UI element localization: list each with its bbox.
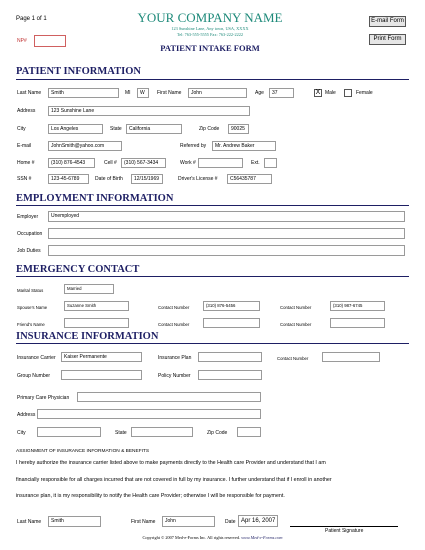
np-label: NP#: [17, 38, 27, 44]
ssn-field[interactable]: 123-45-6789: [48, 174, 89, 184]
policy-number-label: Policy Number: [158, 373, 191, 379]
sig-date-field[interactable]: Apr 16, 2007: [238, 515, 278, 527]
spouse-contact-label-2: Contact Number: [280, 305, 312, 310]
employment-section-rule: [16, 205, 409, 206]
last-name-label: Last Name: [17, 90, 42, 96]
plan-field[interactable]: [198, 352, 262, 362]
group-number-label: Group Number: [17, 373, 51, 379]
last-name-field[interactable]: Smith: [48, 88, 119, 98]
friend-contact-field-2[interactable]: [330, 318, 385, 328]
first-name-field[interactable]: John: [188, 88, 247, 98]
insurance-city-label: City: [17, 430, 26, 436]
license-label: Driver's License #: [178, 176, 218, 182]
cell-phone-field[interactable]: (310) 567-3434: [121, 158, 166, 168]
friend-contact-label-1: Contact Number: [158, 322, 190, 327]
male-checkbox[interactable]: X: [315, 89, 321, 96]
sig-last-name-label: Last Name: [17, 519, 42, 525]
state-field[interactable]: California: [126, 124, 182, 134]
ext-label: Ext.: [251, 160, 260, 166]
patient-section-rule: [16, 79, 409, 80]
assignment-line-1: I hereby authorize the insurance carrier listed above to make payments directly to the Health care Provider and understand that I am: [16, 460, 326, 466]
np-field[interactable]: [34, 35, 66, 47]
license-field[interactable]: C56435787: [227, 174, 272, 184]
company-address: 123 Sunshine Lane, Any town, USA, XXXX: [171, 26, 249, 31]
spouse-contact-field-2[interactable]: (310) 987-6745: [330, 301, 385, 311]
marital-status-field[interactable]: Married: [64, 284, 114, 294]
referred-field[interactable]: Mr. Andrew Baker: [212, 141, 276, 151]
job-duties-label: Job Duties: [17, 248, 41, 254]
address-field[interactable]: 123 Sunshine Lane: [48, 106, 250, 116]
patient-section-heading: PATIENT INFORMATION: [16, 66, 141, 77]
ssn-label: SSN #: [17, 176, 32, 182]
employer-label: Employer: [17, 214, 39, 220]
work-phone-label: Work #: [180, 160, 196, 166]
spouse-contact-label-1: Contact Number: [158, 305, 190, 310]
email-field[interactable]: JohnSmith@yahoo.com: [48, 141, 122, 151]
ext-field[interactable]: [264, 158, 277, 168]
occupation-label: Occupation: [17, 231, 43, 237]
state-label: State: [110, 126, 122, 132]
friend-contact-field-1[interactable]: [203, 318, 260, 328]
company-name: YOUR COMPANY NAME: [137, 10, 283, 25]
age-label: Age: [255, 90, 264, 96]
home-phone-label: Home #: [17, 160, 35, 166]
insurance-zip-label: Zip Code: [207, 430, 228, 436]
work-phone-field[interactable]: [198, 158, 243, 168]
mi-field[interactable]: W: [137, 88, 149, 98]
insurance-zip-field[interactable]: [237, 427, 261, 437]
female-checkbox[interactable]: [344, 89, 352, 97]
company-phone: Tel: 763-555-5555 Fax: 763-222-2222: [176, 32, 244, 37]
physician-label: Primary Care Physician: [17, 395, 70, 401]
insurance-address-label: Address: [17, 412, 36, 418]
referred-label: Referred by: [180, 143, 207, 149]
age-field[interactable]: 37: [269, 88, 294, 98]
plan-label: Insurance Plan: [158, 355, 192, 361]
form-title: PATIENT INTAKE FORM: [160, 43, 260, 53]
sig-first-name-label: First Name: [131, 519, 156, 525]
job-duties-field[interactable]: [48, 245, 405, 256]
group-number-field[interactable]: [61, 370, 142, 380]
friend-name-field[interactable]: [64, 318, 129, 328]
carrier-label: Insurance Carrier: [17, 355, 56, 361]
insurance-address-field[interactable]: [37, 409, 261, 419]
email-label: E-mail: [17, 143, 32, 149]
dob-label: Date of Birth: [95, 176, 123, 182]
assignment-line-2: financially responsible for all charges incurred that are not covered in full by my insurance. I further understand that if I enroll in another: [16, 477, 332, 483]
policy-number-field[interactable]: [198, 370, 262, 380]
insurance-state-field[interactable]: [131, 427, 193, 437]
address-label: Address: [17, 108, 36, 114]
emergency-section-heading: EMERGENCY CONTACT: [16, 264, 140, 275]
insurance-city-field[interactable]: [37, 427, 101, 437]
insurance-section-heading: INSURANCE INFORMATION: [16, 331, 159, 342]
spouse-contact-field-1[interactable]: (310) 876-5456: [203, 301, 260, 311]
dob-field[interactable]: 12/15/1969: [131, 174, 163, 184]
carrier-field[interactable]: Kaiser Permanente: [61, 352, 142, 362]
insurance-section-rule: [16, 343, 409, 344]
male-label: Male: [325, 90, 336, 96]
assignment-heading: ASSIGNMENT OF INSURANCE INFORMATION & BENEFITS: [16, 449, 150, 454]
female-label: Female: [356, 90, 373, 96]
emergency-section-rule: [16, 276, 409, 277]
zip-label: Zip Code: [199, 126, 220, 132]
insurance-contact-label: Contact Number: [277, 356, 309, 361]
footer-website[interactable]: www.Med-e-Forms.com: [241, 535, 283, 540]
physician-field[interactable]: [77, 392, 261, 402]
home-phone-field[interactable]: (310) 876-4543: [48, 158, 95, 168]
signature-line[interactable]: [290, 526, 398, 527]
sig-date-label: Date: [225, 519, 236, 525]
marital-status-label: Marital Status: [17, 288, 44, 293]
sig-last-name-field[interactable]: Smith: [48, 516, 101, 527]
spouse-name-field[interactable]: Suzanne Smith: [64, 301, 129, 311]
assignment-line-3: insurance plan, it is my responsibility to notify the Health care Provider; otherwise I will be responsible for payment.: [16, 493, 285, 499]
zip-field[interactable]: 90025: [228, 124, 249, 134]
cell-phone-label: Cell #: [104, 160, 117, 166]
friend-name-label: Friend's Name: [17, 322, 45, 327]
employer-field[interactable]: Unemployed: [48, 211, 405, 222]
signature-label: Patient Signature: [325, 528, 364, 534]
first-name-label: First Name: [157, 90, 182, 96]
footer: [0, 535, 425, 541]
email-form-button[interactable]: E-mail Form: [369, 16, 406, 27]
friend-contact-label-2: Contact Number: [280, 322, 312, 327]
print-form-button[interactable]: Print Form: [369, 34, 406, 45]
insurance-state-label: State: [115, 430, 127, 436]
sig-first-name-field[interactable]: John: [162, 516, 215, 527]
employment-section-heading: EMPLOYMENT INFORMATION: [16, 193, 174, 204]
city-label: City: [17, 126, 26, 132]
page-indicator: Page 1 of 1: [16, 16, 47, 22]
occupation-field[interactable]: [48, 228, 405, 239]
mi-label: MI: [125, 90, 131, 96]
city-field[interactable]: Los Angeles: [48, 124, 103, 134]
insurance-contact-field[interactable]: [322, 352, 380, 362]
footer-copyright: Copyright © 2007 Med-e-Forms Inc. All rights reserved.: [142, 535, 241, 540]
spouse-name-label: Spouse's Name: [17, 305, 48, 310]
